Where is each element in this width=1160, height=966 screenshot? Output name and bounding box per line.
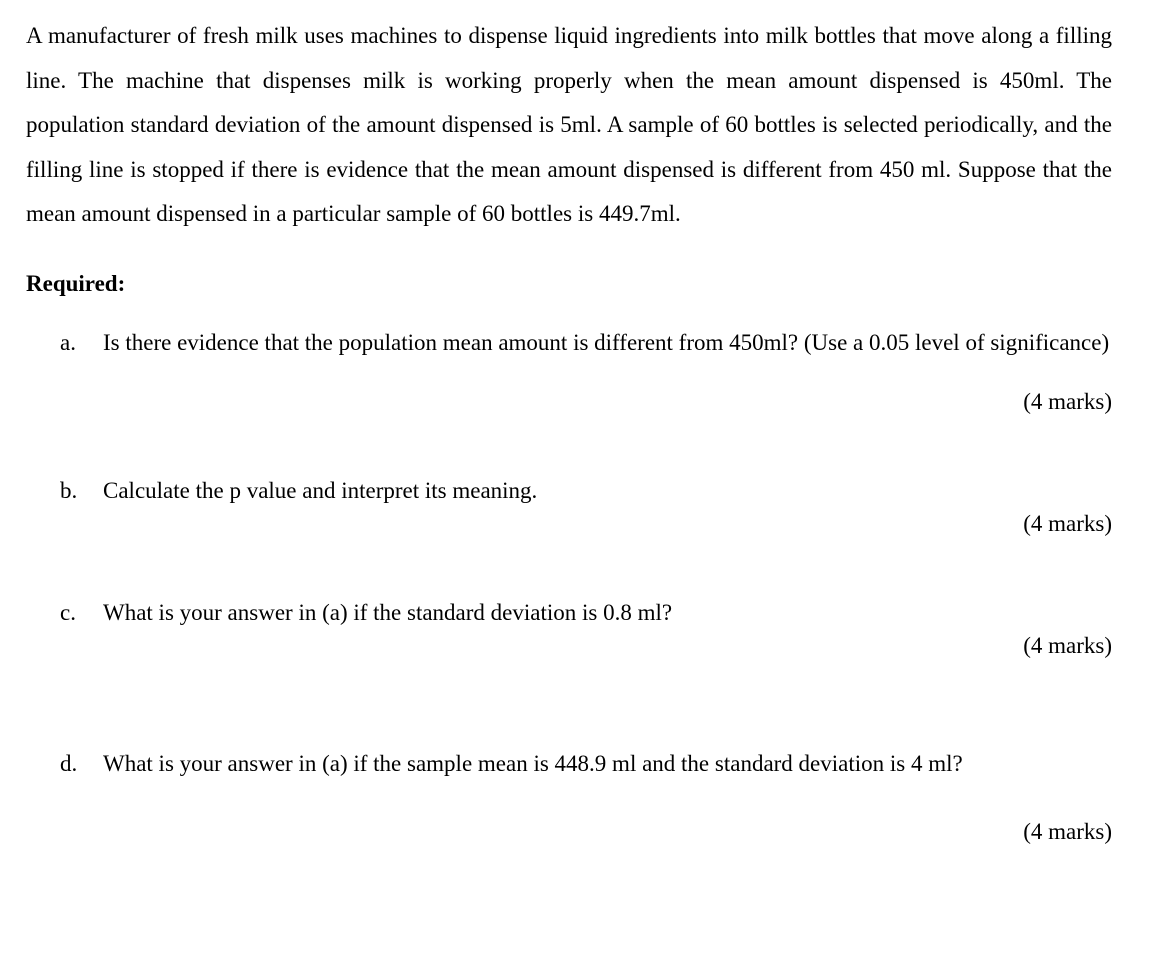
question-a (60, 328, 1112, 358)
question-c-marks: (4 marks) (1023, 633, 1112, 658)
question-label: c. (60, 600, 76, 625)
problem-statement: A manufacturer of fresh milk uses machines to dispense liquid ingredients into milk bottles that move along a filling line. The machine that dispenses milk is working properly when the mean amount dispensed is 450ml. The population standard deviation of the amount dispensed is 5ml. A sample of 60 bottles is selected periodically, and the filling line is stopped if there is evidence that the mean amount dispensed is different from 450 ml. Suppose that the mean amount dispensed in a particular sample of 60 bottles is 449.7ml. (26, 23, 1112, 226)
question-text: Calculate the p value and interpret its meaning. (103, 478, 538, 503)
question-label: d. (60, 751, 78, 776)
question-d (60, 749, 1112, 779)
question-c (60, 598, 1112, 628)
question-b (60, 476, 1112, 506)
question-text: What is your answer in (a) if the standard deviation is 0.8 ml? (103, 600, 673, 625)
question-d-marks: (4 marks) (1023, 819, 1112, 844)
question-a-marks: (4 marks) (1023, 389, 1112, 414)
question-label: b. (60, 478, 78, 503)
question-b-marks: (4 marks) (1023, 511, 1112, 536)
required-heading: Required: (26, 271, 126, 296)
question-text: What is your answer in (a) if the sample mean is 448.9 ml and the standard deviation is 4 ml? (103, 751, 963, 776)
question-label: a. (60, 330, 76, 355)
question-text: Is there evidence that the population mean amount is different from 450ml? (Use a 0.05 level of significance) (103, 330, 1110, 355)
